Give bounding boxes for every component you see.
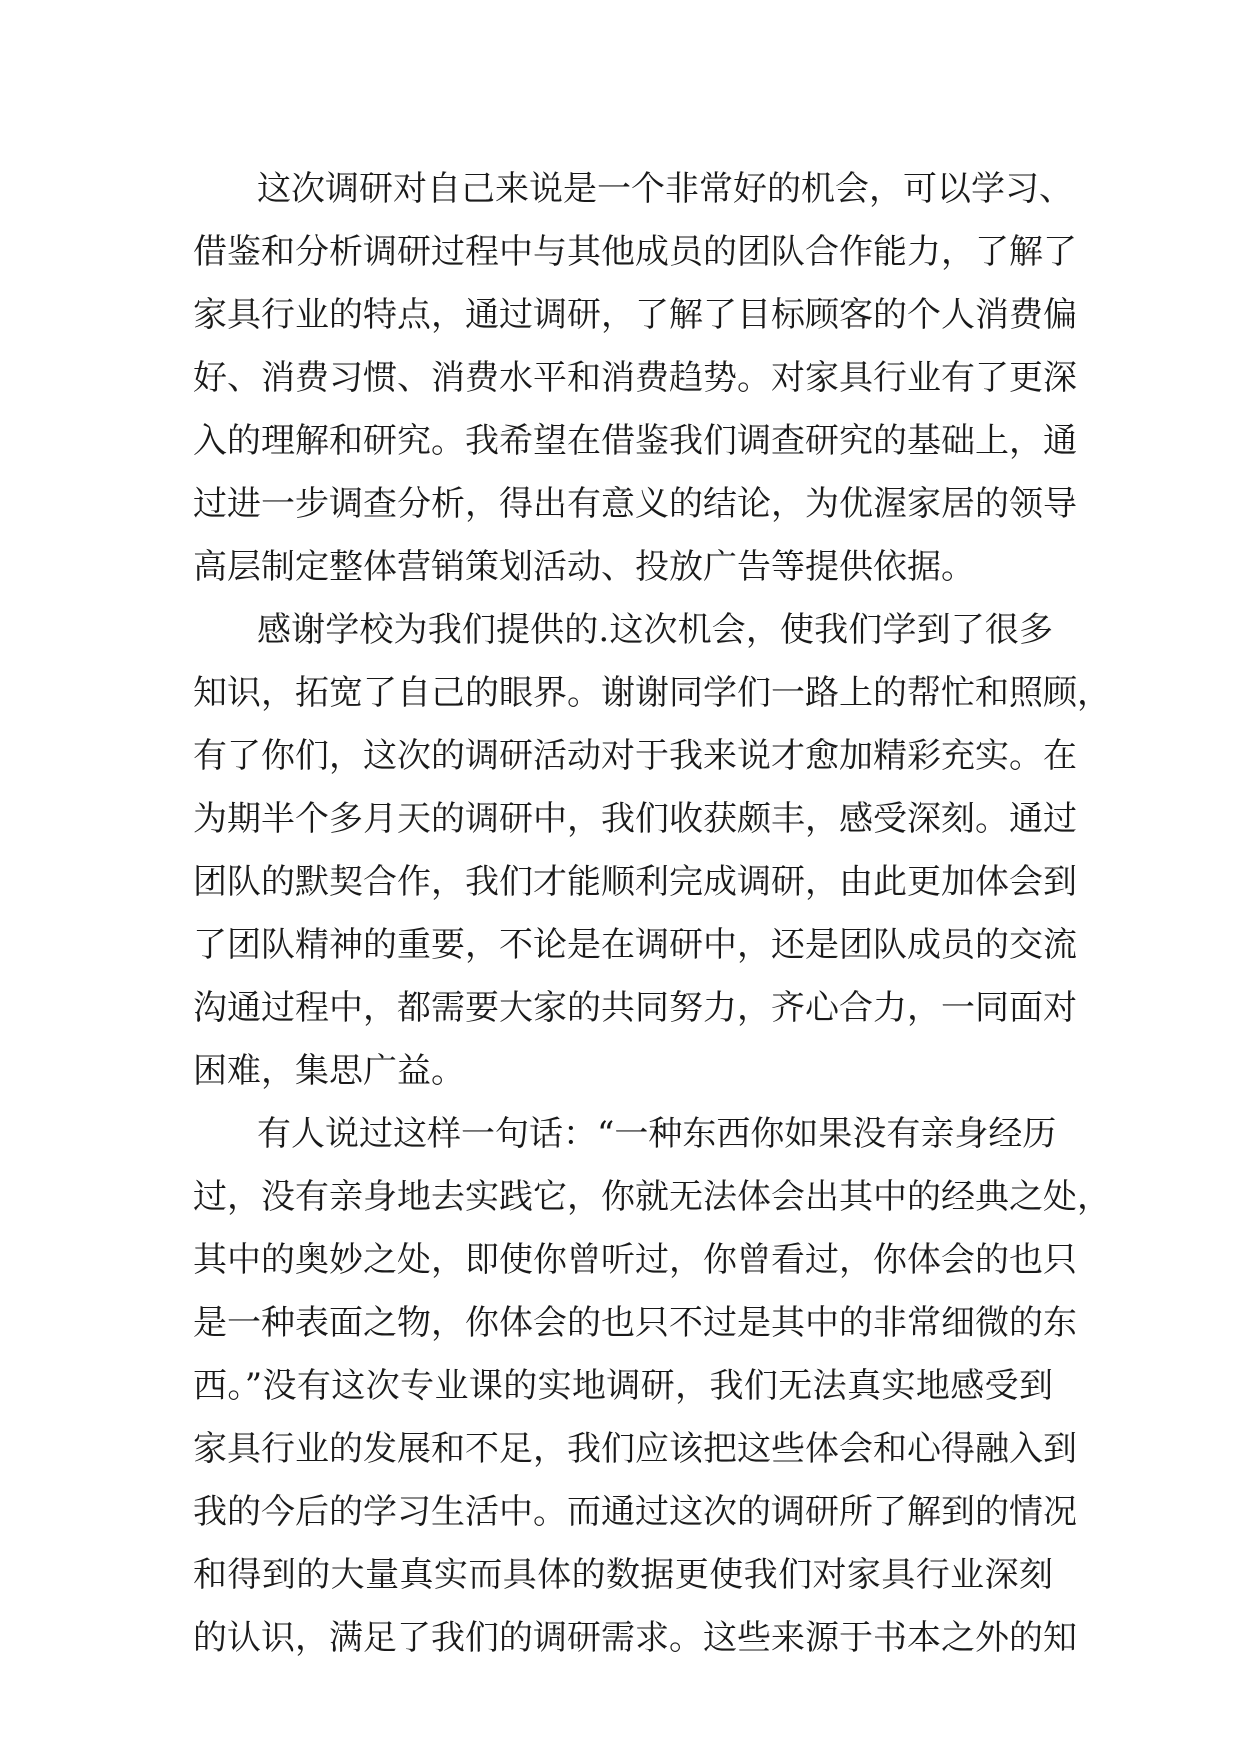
paragraph-line: 困难，集思广益。 bbox=[193, 1051, 465, 1091]
paragraph-line: 有人说过这样一句话：“一种东西你如果没有亲身经历 bbox=[257, 1114, 1057, 1154]
paragraph-line: 感谢学校为我们提供的.这次机会，使我们学到了很多 bbox=[257, 610, 1053, 650]
paragraph-line: 西。”没有这次专业课的实地调研，我们无法真实地感受到 bbox=[193, 1366, 1053, 1406]
paragraph-line: 我的今后的学习生活中。而通过这次的调研所了解到的情况 bbox=[193, 1492, 1077, 1532]
paragraph-line: 借鉴和分析调研过程中与其他成员的团队合作能力，了解了 bbox=[193, 232, 1077, 272]
paragraph-line: 过进一步调查分析，得出有意义的结论，为优渥家居的领导 bbox=[193, 484, 1077, 524]
paragraph-line: 有了你们，这次的调研活动对于我来说才愈加精彩充实。在 bbox=[193, 736, 1077, 776]
paragraph-line: 高层制定整体营销策划活动、投放广告等提供依据。 bbox=[193, 547, 975, 587]
paragraph-line: 家具行业的发展和不足，我们应该把这些体会和心得融入到 bbox=[193, 1429, 1077, 1469]
paragraph-line: 这次调研对自己来说是一个非常好的机会，可以学习、 bbox=[257, 169, 1073, 209]
paragraph-line: 和得到的大量真实而具体的数据更使我们对家具行业深刻 bbox=[193, 1555, 1053, 1595]
paragraph-line: 入的理解和研究。我希望在借鉴我们调查研究的基础上，通 bbox=[193, 421, 1077, 461]
paragraph-line: 知识，拓宽了自己的眼界。谢谢同学们一路上的帮忙和照顾， bbox=[193, 673, 1111, 713]
paragraph-line: 沟通过程中，都需要大家的共同努力，齐心合力，一同面对 bbox=[193, 988, 1077, 1028]
paragraph-line: 团队的默契合作，我们才能顺利完成调研，由此更加体会到 bbox=[193, 862, 1077, 902]
paragraph-3 bbox=[193, 1103, 1111, 1670]
paragraph-line: 了团队精神的重要，不论是在调研中，还是团队成员的交流 bbox=[193, 925, 1077, 965]
paragraph-line: 家具行业的特点，通过调研，了解了目标顾客的个人消费偏 bbox=[193, 295, 1077, 335]
paragraph-line: 是一种表面之物，你体会的也只不过是其中的非常细微的东 bbox=[193, 1303, 1077, 1343]
paragraph-1 bbox=[193, 158, 1077, 599]
document-body bbox=[193, 158, 1111, 1670]
paragraph-line: 过，没有亲身地去实践它，你就无法体会出其中的经典之处， bbox=[193, 1177, 1111, 1217]
paragraph-line: 好、消费习惯、消费水平和消费趋势。对家具行业有了更深 bbox=[193, 358, 1077, 398]
paragraph-line: 的认识，满足了我们的调研需求。这些来源于书本之外的知 bbox=[193, 1618, 1077, 1658]
paragraph-line: 为期半个多月天的调研中，我们收获颇丰，感受深刻。通过 bbox=[193, 799, 1077, 839]
paragraph-line: 其中的奥妙之处，即使你曾听过，你曾看过，你体会的也只 bbox=[193, 1240, 1077, 1280]
paragraph-2 bbox=[193, 599, 1111, 1103]
